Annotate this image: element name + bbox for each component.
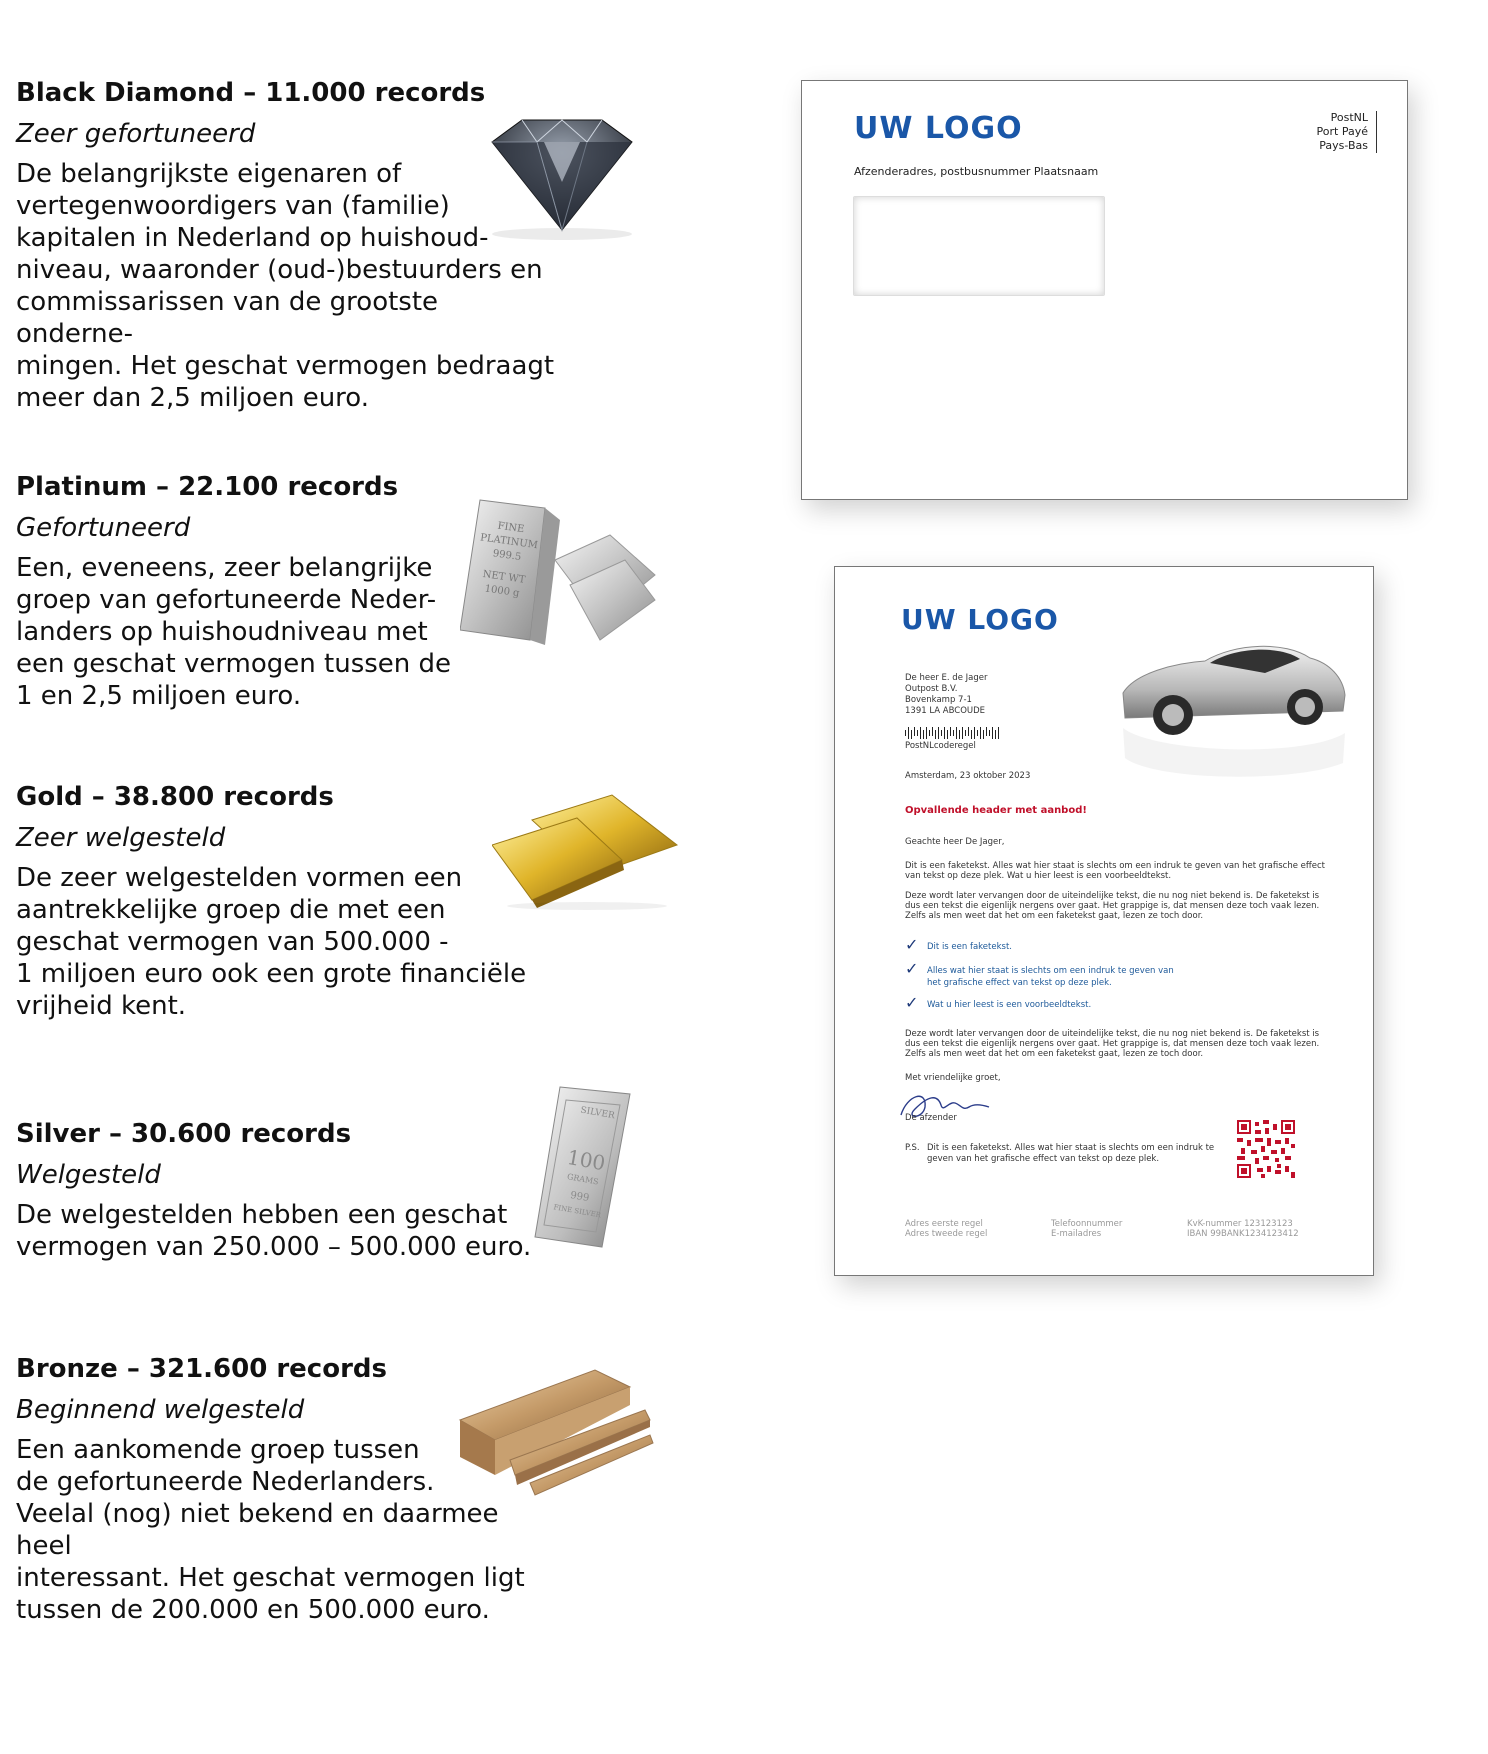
letter-greeting: Geachte heer De Jager, xyxy=(905,837,1005,847)
platinum-bars-icon xyxy=(460,490,660,650)
letter-paragraph: Deze wordt later vervangen door de uiteindelijke tekst, die nu nog niet bekend is. De faketekst is dus een tekst die eigenlijk nergens over gaat. Het grappige is, dat mensen deze toch vaak lezen. Zelfs als men weet dat het om een faketekst gaat, lezen ze toch door. xyxy=(905,1029,1320,1059)
bar-engraving: FINE SILVER xyxy=(552,1203,602,1220)
letter-date: Amsterdam, 23 oktober 2023 xyxy=(905,771,1031,781)
envelope-window xyxy=(853,196,1105,296)
checkmark-icon: ✓ xyxy=(905,959,919,978)
letter-paragraph: Dit is een faketekst. Alles wat hier staat is slechts om een indruk te geven van het grafische effect van tekst op deze plek. Wat u hier leest is een voorbeeldtekst. xyxy=(905,861,1325,881)
bar-engraving: 999.5 xyxy=(492,548,522,564)
checkmark-icon: ✓ xyxy=(905,993,919,1012)
letter-footer-col: Adres eerste regel Adres tweede regel xyxy=(905,1219,988,1239)
barcode-caption: PostNLcoderegel xyxy=(905,741,976,751)
bar-engraving: 100 xyxy=(565,1144,608,1176)
bar-engraving: 999 xyxy=(569,1189,591,1205)
letter-closing: Met vriendelijke groet, xyxy=(905,1073,1001,1083)
letter-offer-header: Opvallende header met aanbod! xyxy=(905,805,1087,816)
bar-engraving: 1000 g xyxy=(483,583,521,600)
tier-title: Platinum – 22.100 records xyxy=(16,472,399,502)
tier-description: De welgestelden hebben een geschat vermogen van 250.000 – 500.000 euro. xyxy=(16,1200,532,1262)
letter-mockup: UW LOGO De heer E. de Jager Outpost B.V. Bovenkamp 7-1 1391 LA ABCOUDE PostNLcoderegel Amsterdam, 23 oktober 2023 Opvallende header met aanbod! Geachte heer De Jager, Dit is een faketekst. Alles wat hier staat is slechts om een indruk te geven van het grafische effect van tekst op deze plek. Wat u hier leest is een voorbeeldtekst. Deze wordt later vervangen door de uiteindelijke tekst, die nu nog niet bekend is. De faketekst is dus een tekst die eigenlijk nergens over gaat. Het grappige is, dat mensen deze toch vaak lezen. Zelfs als men weet dat het om een faketekst gaat, lezen ze toch door. ✓ Dit is een faketekst. ✓ Alles wat hier staat is slechts om een indruk te geven van het grafische effect van tekst op deze plek. ✓ Wat u hier leest is een voorbeeldtekst. Deze wordt later vervangen door de uiteindelijke tekst, die nu nog niet bekend is. De faketekst is dus een tekst die eigenlijk nergens over gaat. Het grappige is, dat mensen deze toch vaak lezen. Zelfs als men weet dat het om een faketekst gaat, lezen ze toch door. Met vriendelijke groet, De afzender P.S. Dit is een faketekst. Alles wat hier staat is slechts om een indruk te geven van het grafische effect van tekst op deze plek. Adres eerste regel Adres tweede regel Telefoonnummer E-mailadres KvK-nummer 123123123 IBAN 99BANK1234123412 xyxy=(834,566,1374,1276)
letter-footer-col: KvK-nummer 123123123 IBAN 99BANK1234123412 xyxy=(1187,1219,1299,1239)
bar-engraving: GRAMS xyxy=(566,1172,600,1187)
tier-title: Silver – 30.600 records xyxy=(16,1119,352,1149)
tier-description: Een aankomende groep tussen de gefortuneerde Nederlanders. Veelal (nog) niet bekend en daarmee heel interessant. Het geschat vermogen ligt tussen de 200.000 en 500.000 euro. xyxy=(16,1435,525,1625)
bar-engraving: PLATINUM xyxy=(479,532,539,552)
silver-bar-icon xyxy=(530,1082,650,1252)
bar-engraving: SILVER xyxy=(579,1105,616,1122)
checkmark-icon: ✓ xyxy=(905,935,919,954)
letter-paragraph: Deze wordt later vervangen door de uiteindelijke tekst, die nu nog niet bekend is. De faketekst is dus een tekst die eigenlijk nergens over gaat. Het grappige is, dat mensen deze toch vaak lezen. Zelfs als men weet dat het om een faketekst gaat, lezen ze toch door. xyxy=(905,891,1320,921)
postal-barcode xyxy=(905,727,1005,739)
gold-bars-icon xyxy=(492,790,682,910)
postage-indicia: PostNL Port Payé Pays-Bas xyxy=(1317,111,1377,153)
letter-logo: UW LOGO xyxy=(901,603,1059,636)
tier-subtitle: Welgesteld xyxy=(16,1160,161,1190)
letter-footer-col: Telefoonnummer E-mailadres xyxy=(1051,1219,1123,1239)
tier-silver xyxy=(16,1115,556,1263)
qr-code xyxy=(1237,1120,1295,1178)
tier-subtitle: Gefortuneerd xyxy=(16,513,191,543)
letter-postscript: P.S. Dit is een faketekst. Alles wat hier staat is slechts om een indruk te geven van het grafische effect van tekst op deze plek. xyxy=(905,1143,1215,1164)
envelope-sender-address: Afzenderadres, postbusnummer Plaatsnaam xyxy=(854,165,1099,178)
envelope-mockup xyxy=(801,80,1408,500)
diamond-icon xyxy=(462,112,662,242)
tier-title: Black Diamond – 11.000 records xyxy=(16,78,486,108)
tier-description: De belangrijkste eigenaren of vertegenwoordigers van (familie) kapitalen in Nederland op huishoud- niveau, waaronder (oud-)bestuurders en commissarissen van de grootste onderne- mingen. Het geschat vermogen bedraagt meer dan 2,5 miljoen euro. xyxy=(16,159,555,413)
letter-sender: De afzender xyxy=(905,1113,957,1123)
tier-subtitle: Zeer gefortuneerd xyxy=(16,119,256,149)
tier-gold xyxy=(16,778,556,1022)
bar-engraving: NET WT xyxy=(481,568,526,586)
tier-subtitle: Beginnend welgesteld xyxy=(16,1395,305,1425)
tier-subtitle: Zeer welgesteld xyxy=(16,823,226,853)
bronze-bars-icon xyxy=(455,1365,655,1505)
bar-engraving: FINE xyxy=(496,520,526,536)
tier-description: Een, eveneens, zeer belangrijke groep van gefortuneerde Neder- landers op huishoudniveau met een geschat vermogen tussen de 1 en 2,5 miljoen euro. xyxy=(16,553,452,711)
tier-description: De zeer welgestelden vormen een aantrekkelijke groep die met een geschat vermogen van 500.000 - 1 miljoen euro ook een grote financiële vrijheid kent. xyxy=(16,863,527,1021)
car-image xyxy=(1115,633,1351,783)
recipient-address: De heer E. de Jager Outpost B.V. Bovenkamp 7-1 1391 LA ABCOUDE xyxy=(905,673,988,716)
tier-title: Gold – 38.800 records xyxy=(16,782,334,812)
envelope-logo: UW LOGO xyxy=(854,111,1023,146)
tier-title: Bronze – 321.600 records xyxy=(16,1354,387,1384)
